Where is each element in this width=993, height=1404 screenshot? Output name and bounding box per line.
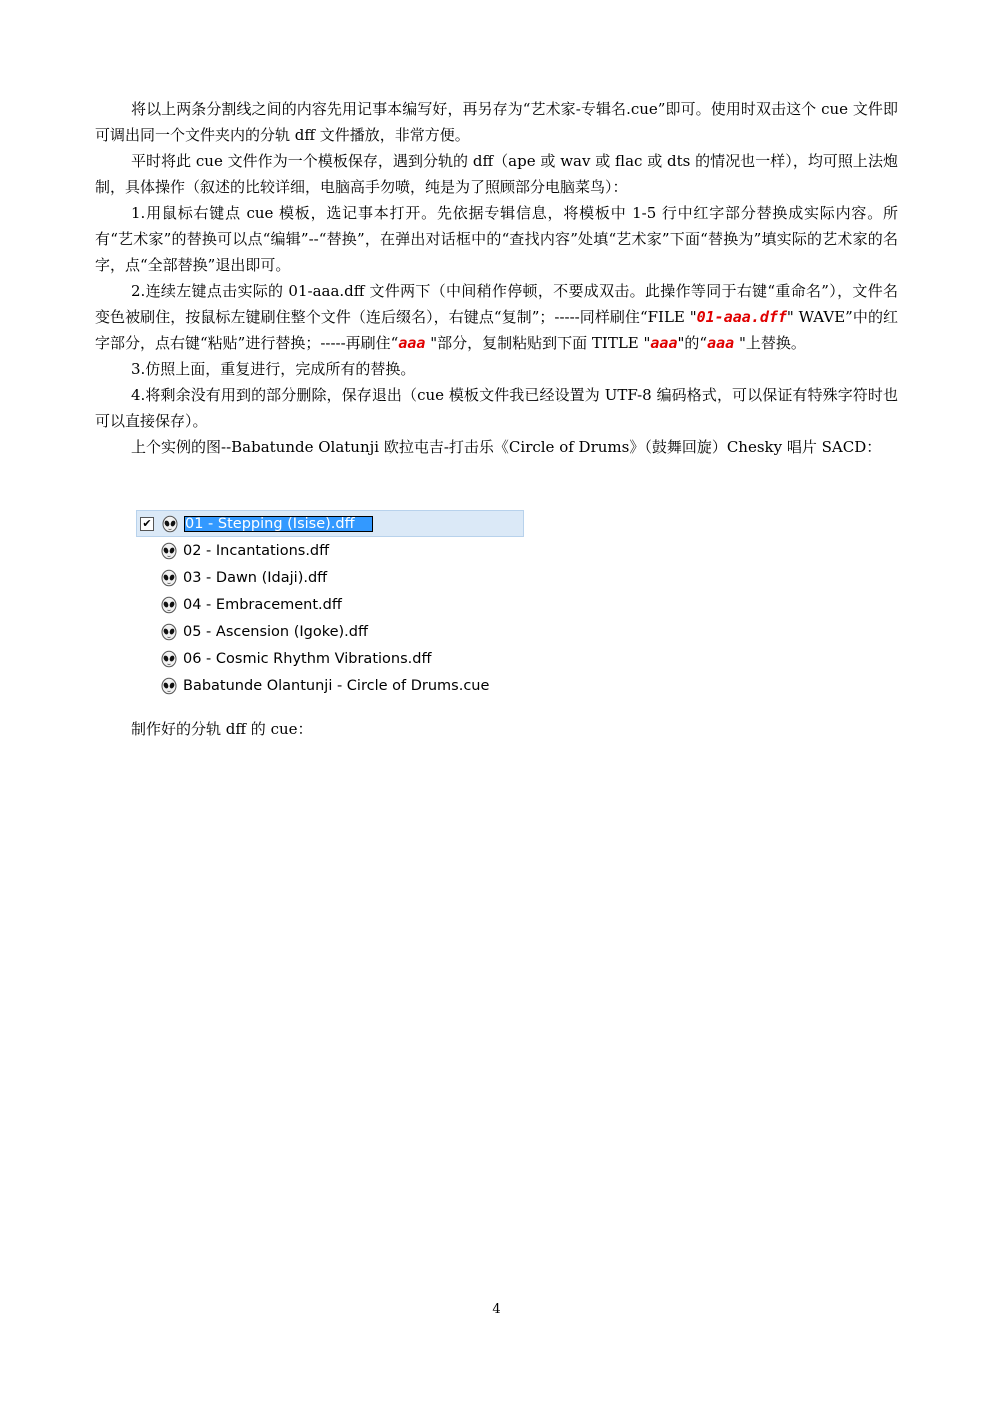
file-row[interactable] bbox=[136, 510, 524, 537]
file-row[interactable] bbox=[136, 591, 524, 618]
document-body bbox=[95, 96, 898, 460]
checkbox[interactable]: ✔ bbox=[140, 517, 154, 531]
file-row[interactable] bbox=[136, 672, 524, 699]
file-name: 06 - Cosmic Rhythm Vibrations.dff bbox=[183, 650, 432, 667]
p4-text-b: " WAVE”中的红字部分，点右键“粘贴”进行替换；-----再刷住“ bbox=[95, 308, 899, 352]
file-row[interactable] bbox=[136, 618, 524, 645]
file-name: 04 - Embracement.dff bbox=[183, 596, 342, 613]
alien-face-icon bbox=[160, 623, 178, 641]
p4-text-d: "的“ bbox=[677, 334, 708, 352]
file-name: 02 - Incantations.dff bbox=[183, 542, 330, 559]
paragraph-1: 将以上两条分割线之间的内容先用记事本编写好，再另存为“艺术家-专辑名.cue”即可。使用时双击这个 cue 文件即可调出同一个文件夹内的分轨 dff 文件播放，非常方便。 bbox=[95, 100, 898, 144]
page-number: 4 bbox=[492, 1302, 501, 1317]
file-list bbox=[136, 510, 524, 699]
caption-cue: 制作好的分轨 dff 的 cue： bbox=[131, 720, 313, 738]
alien-face-icon bbox=[160, 677, 178, 695]
p4-red-aaa-2: aaa bbox=[650, 334, 678, 352]
file-row[interactable] bbox=[136, 564, 524, 591]
paragraph-5: 3.仿照上面，重复进行，完成所有的替换。 bbox=[131, 360, 416, 378]
p4-text-a: 2.连续左键点击实际的 01-aaa.dff 文件两下（中间稍作停顿，不要成双击。此操作等同于右键“重命名”），文件名变色被刷住，按鼠标左键刷住整个文件（连后缀名），右键点“复制”；-----同样刷住“FILE " bbox=[95, 282, 898, 326]
alien-face-icon bbox=[160, 542, 178, 560]
alien-face-icon bbox=[160, 596, 178, 614]
p4-red-aaa-3: aaa bbox=[707, 334, 735, 352]
p4-text-e: "上替换。 bbox=[734, 334, 806, 352]
file-name: 05 - Ascension (Igoke).dff bbox=[183, 623, 368, 640]
file-name: 03 - Dawn (Idaji).dff bbox=[183, 569, 328, 586]
paragraph-3: 1.用鼠标右键点 cue 模板，选记事本打开。先依据专辑信息，将模板中 1-5 行中红字部分替换成实际内容。所有“艺术家”的替换可以点“编辑”--“替换”，在弹出对话框中的“查找内容”处填“艺术家”下面“替换为”填实际的艺术家的名字，点“全部替换”退出即可。 bbox=[95, 204, 898, 274]
paragraph-7: 上个实例的图--Babatunde Olatunji 欧拉屯吉-打击乐《Circle of Drums》（鼓舞回旋）Chesky 唱片 SACD： bbox=[131, 438, 882, 456]
p4-red-aaa-1: aaa bbox=[398, 334, 426, 352]
alien-face-icon bbox=[160, 650, 178, 668]
paragraph-6: 4.将剩余没有用到的部分删除，保存退出（cue 模板文件我已经设置为 UTF-8 编码格式，可以保证有特殊字符时也可以直接保存）。 bbox=[95, 386, 898, 430]
alien-face-icon bbox=[160, 569, 178, 587]
paragraph-2: 平时将此 cue 文件作为一个模板保存，遇到分轨的 dff（ape 或 wav 或 flac 或 dts 的情况也一样），均可照上法炮制，具体操作（叙述的比较详细，电脑高手勿喷，纯是为了照顾部分电脑菜鸟）： bbox=[95, 152, 898, 196]
alien-face-icon bbox=[161, 515, 179, 533]
file-row[interactable] bbox=[136, 645, 524, 672]
p4-red-filename: 01-aaa.dff bbox=[696, 308, 787, 326]
p4-text-c: "部分，复制粘贴到下面 TITLE " bbox=[425, 334, 651, 352]
file-row[interactable] bbox=[136, 537, 524, 564]
paragraph-4 bbox=[95, 278, 898, 356]
file-name: Babatunde Olantunji - Circle of Drums.cue bbox=[183, 677, 490, 694]
file-name: 01 - Stepping (Isise).dff bbox=[184, 516, 373, 532]
